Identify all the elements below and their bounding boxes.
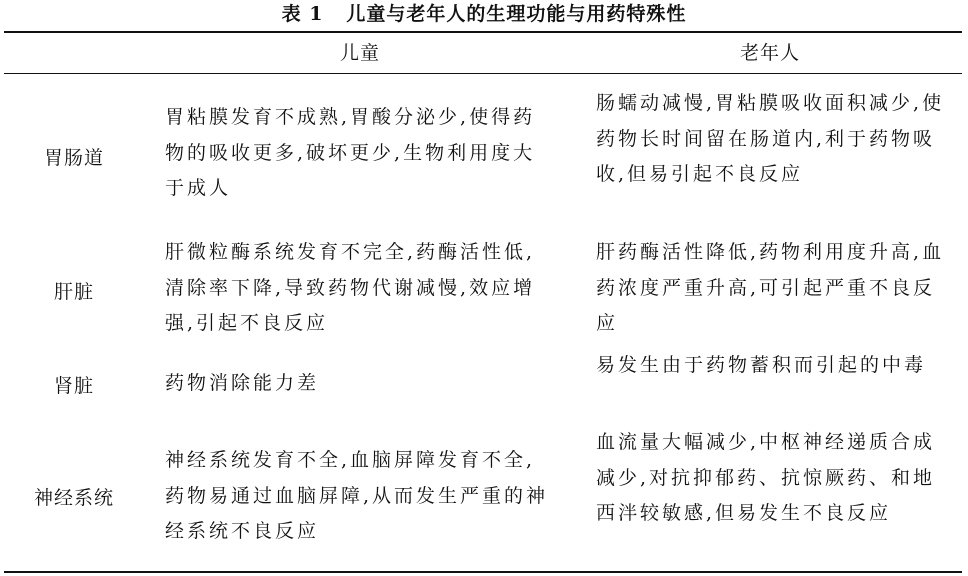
header-rule [4,73,962,74]
row-label: 神经系统 [33,486,114,509]
row-label: 肝脏 [53,280,94,303]
table-row-liver [0,235,968,345]
cell-child: 药物消除能力差 [165,372,320,394]
cell-child: 肝微粒酶系统发育不完全,药酶活性低,清除率下降,导致药物代谢减慢,效应增强,引起不良反应 [165,241,536,334]
cell-elder: 易发生由于药物蓄积而引起的中毒 [596,354,927,376]
cell-elder: 血流量大幅减少,中枢神经递质合成减少,对抗抑郁药、抗惊厥药、和地西泮较敏感,但易发生不良反应 [596,431,936,524]
cell-elder: 肠蠕动减慢,胃粘膜吸收面积减少,使药物长时间留在肠道内,利于药物吸收,但易引起不良反应 [596,92,945,185]
bottom-rule [4,571,962,573]
cell-elder: 肝药酶活性降低,药物利用度升高,血药浓度严重升高,可引起严重不良反应 [596,241,945,334]
row-label: 肾脏 [53,374,94,397]
column-header-elder: 老年人 [739,42,800,64]
row-label: 胃肠道 [43,146,104,169]
table-row-kidney [0,348,968,420]
table-row-nervous-system [0,425,968,567]
column-header-child: 儿童 [339,42,380,64]
table-row-gastrointestinal [0,86,968,226]
cell-child: 神经系统发育不全,血脑屏障发育不全,药物易通过血脑屏障,从而发生严重的神经系统不良反应 [165,449,549,542]
table-caption: 表 1 儿童与老年人的生理功能与用药特殊性 [281,3,687,25]
cell-child: 胃粘膜发育不成熟,胃酸分泌少,使得药物的吸收更多,破坏更少,生物利用度大于成人 [165,106,536,199]
